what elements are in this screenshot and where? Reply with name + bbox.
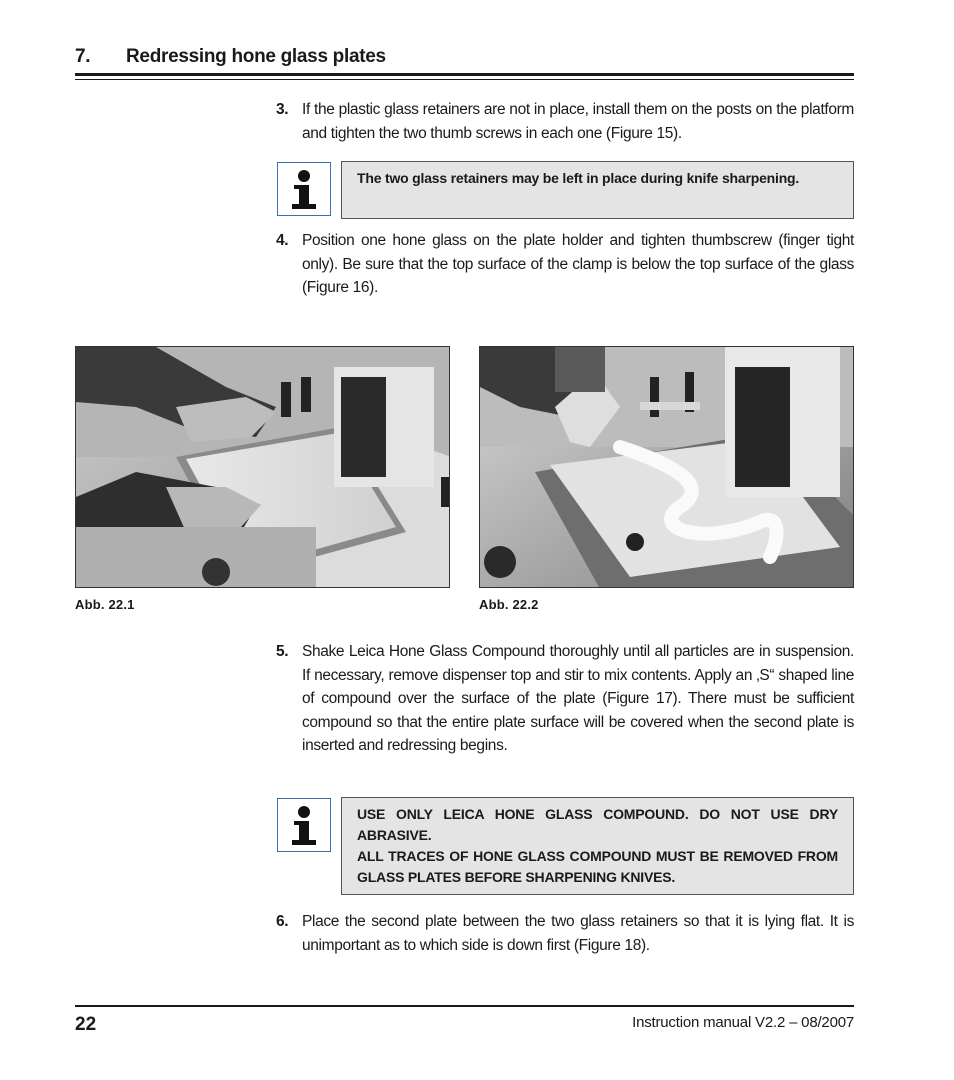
section-title: Redressing hone glass plates (126, 46, 386, 67)
note-text: ALL TRACES OF HONE GLASS COMPOUND MUST BE REMOVED FROM GLASS PLATES BEFORE SHARPENING KNIVES. (357, 848, 838, 885)
header-rule (75, 73, 854, 76)
info-icon (277, 798, 331, 852)
step-number: 3. (276, 101, 289, 118)
note-text: USE ONLY LEICA HONE GLASS COMPOUND. DO NOT USE DRY ABRASIVE. (357, 806, 838, 843)
step-text: Position one hone glass on the plate holder and tighten thumbscrew (finger tight only). Be sure that the top surface of the clamp is below the top surface of the glass (Figure 16). (302, 232, 854, 296)
page-number: 22 (75, 1014, 97, 1035)
step-number: 6. (276, 913, 289, 930)
figure-caption-22-2: Abb. 22.2 (479, 597, 539, 612)
step-4 (276, 229, 854, 300)
step-text: Place the second plate between the two glass retainers so that it is lying flat. It is unimportant as to which side is down first (Figure 18). (302, 913, 854, 954)
step-text: Shake Leica Hone Glass Compound thoroughly until all particles are in suspension. If necessary, remove dispenser top and stir to mix contents. Apply an ‚S“ shaped line of compound over the surface of the plate (Figure 17). There must be sufficient compound so that the entire plate surface will be covered when the second plate is inserted and redressing begins. (302, 643, 854, 754)
step-number: 4. (276, 232, 289, 249)
note-box-retainers (341, 161, 854, 219)
step-6 (276, 910, 854, 957)
figure-22-2-photo (479, 346, 854, 588)
step-5 (276, 640, 854, 758)
step-number: 5. (276, 643, 289, 660)
info-icon (277, 162, 331, 216)
manual-version: Instruction manual V2.2 – 08/2007 (632, 1014, 854, 1031)
note-box-compound-warning (341, 797, 854, 895)
step-3 (276, 98, 854, 145)
figure-22-1-photo (75, 346, 450, 588)
step-text: If the plastic glass retainers are not in place, install them on the posts on the platform and tighten the two thumb screws in each one (Figure 15). (302, 101, 854, 142)
header-rule-thin (75, 79, 854, 80)
footer-rule (75, 1005, 854, 1007)
note-text: The two glass retainers may be left in place during knife sharpening. (357, 170, 800, 186)
figure-caption-22-1: Abb. 22.1 (75, 597, 135, 612)
section-number: 7. (75, 46, 91, 67)
